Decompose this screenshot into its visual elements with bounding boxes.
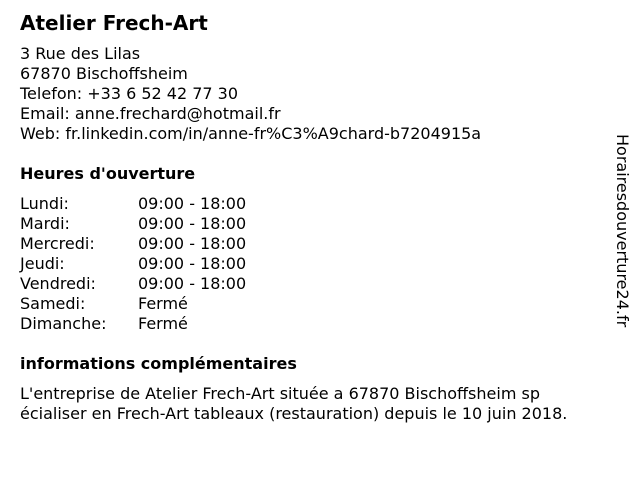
web-line: Web: fr.linkedin.com/in/anne-fr%C3%A9chard-b7204915a [20,124,482,143]
hours-time: 09:00 - 18:00 [138,254,247,273]
hours-row-monday [20,194,246,214]
hours-time: 09:00 - 18:00 [138,274,247,293]
hours-day: Mercredi: [20,234,95,253]
hours-time: Fermé [138,294,188,313]
hours-row-saturday [20,294,246,314]
address-street: 3 Rue des Lilas [20,44,141,63]
business-description [20,384,620,424]
address-city: 67870 Bischoffsheim [20,64,188,83]
hours-table [20,194,246,334]
hours-row-sunday [20,314,246,334]
info-heading: informations complémentaires [20,354,297,373]
hours-time: 09:00 - 18:00 [138,214,247,233]
hours-row-tuesday [20,214,246,234]
hours-day: Jeudi: [20,254,65,273]
hours-day: Mardi: [20,214,70,233]
hours-day: Vendredi: [20,274,96,293]
phone-line: Telefon: +33 6 52 42 77 30 [20,84,239,103]
hours-day: Lundi: [20,194,69,213]
business-name: Atelier Frech-Art [20,11,208,35]
site-watermark: Horairesdouverture24.fr [613,134,632,328]
hours-time: 09:00 - 18:00 [138,194,247,213]
description-line: L'entreprise de Atelier Frech-Art située a 67870 Bischoffsheim sp [20,384,540,403]
hours-time: Fermé [138,314,188,333]
description-line: écialiser en Frech-Art tableaux (restauration) depuis le 10 juin 2018. [20,404,568,423]
hours-row-thursday [20,254,246,274]
hours-row-friday [20,274,246,294]
contact-block [20,44,481,144]
hours-day: Dimanche: [20,314,107,333]
email-line: Email: anne.frechard@hotmail.fr [20,104,281,123]
hours-day: Samedi: [20,294,86,313]
hours-row-wednesday [20,234,246,254]
hours-heading: Heures d'ouverture [20,164,196,183]
hours-time: 09:00 - 18:00 [138,234,247,253]
